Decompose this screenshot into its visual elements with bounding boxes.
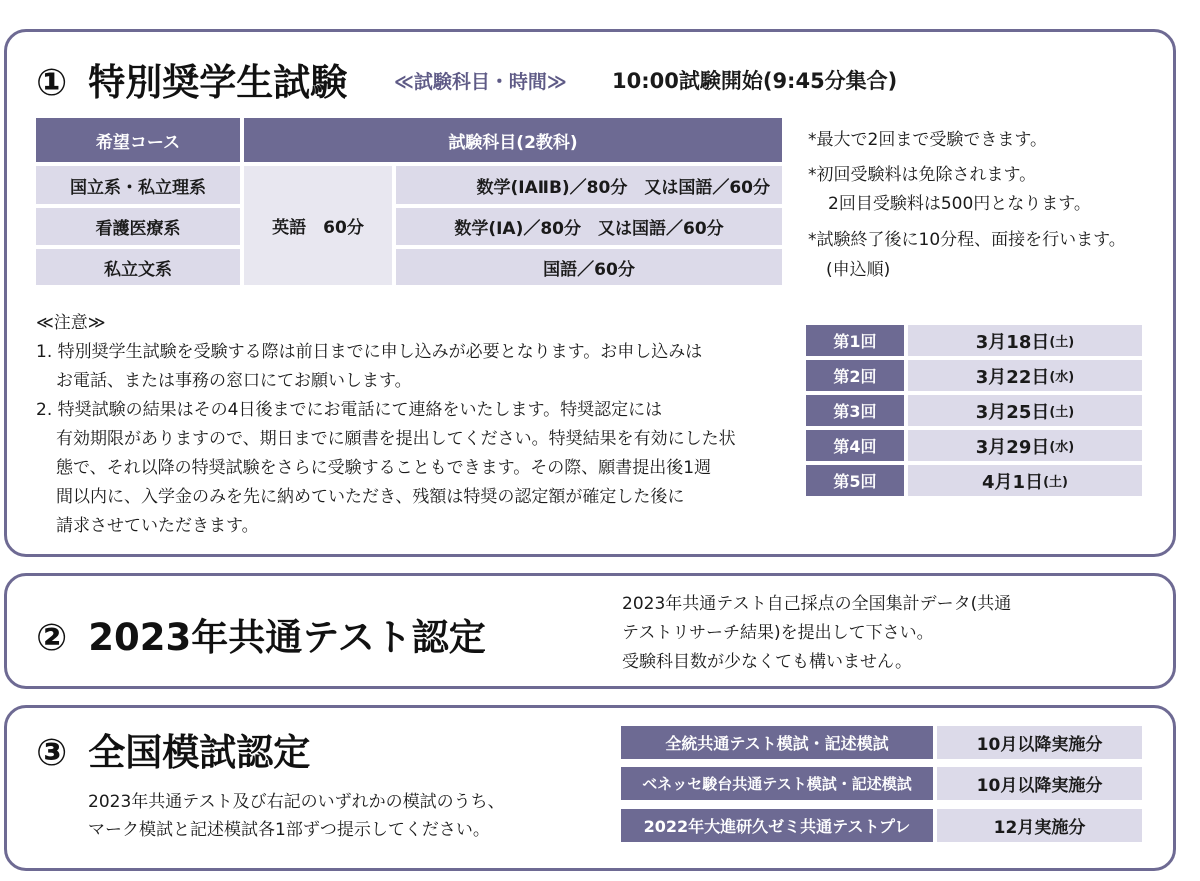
english-cell: 英語 60分 [244, 166, 392, 285]
caution-line: 請求させていただきます。 [56, 516, 259, 536]
section3-title-text: 全国模試認定 [88, 731, 311, 774]
table-header-course: 希望コース [36, 118, 240, 162]
mock-exam-name: 2022年大進研久ゼミ共通テストプレ [621, 809, 933, 842]
subject-cell: 数学(IAⅡB)／80分 又は国語／60分 [396, 166, 782, 204]
schedule-round: 第2回 [806, 360, 904, 391]
section2-line: 受験科目数が少なくても構いません。 [622, 652, 913, 672]
section1-title [36, 52, 347, 106]
mock-exam-name: ベネッセ駿台共通テスト模試・記述模試 [621, 767, 933, 800]
caution-line: 有効期限がありますので、期日までに願書を提出してください。特奨結果を有効にした状 [56, 429, 736, 449]
schedule-day: (水) [1049, 440, 1075, 455]
subject-cell: 数学(IA)／80分 又は国語／60分 [396, 208, 782, 245]
caution-line: 1. 特別奨学生試験を受験する際は前日までに申し込みが必要となります。お申し込みは [36, 342, 703, 362]
schedule-round: 第5回 [806, 465, 904, 496]
schedule-date [908, 465, 1142, 496]
section1-subject-time-label: ≪試験科目・時間≫ [394, 71, 567, 93]
section1-start-time: 10:00試験開始(9:45分集合) [612, 69, 898, 93]
course-cell: 国立系・私立理系 [36, 166, 240, 204]
schedule-day: (土) [1049, 335, 1075, 350]
section2-title-text: 2023年共通テスト認定 [88, 616, 486, 659]
caution-line: 態で、それ以降の特奨試験をさらに受験することもできます。その際、願書提出後1週 [56, 458, 712, 478]
section2-number: ② [36, 616, 68, 659]
mock-exam-when: 10月以降実施分 [937, 726, 1142, 759]
section3-line: マーク模試と記述模試各1部ずつ提示してください。 [88, 820, 490, 840]
section2-title [36, 607, 486, 661]
section3-line: 2023年共通テスト及び右記のいずれかの模試のうち、 [88, 792, 505, 812]
schedule-date [908, 395, 1142, 426]
mock-exam-when: 10月以降実施分 [937, 767, 1142, 800]
caution-title: ≪注意≫ [36, 313, 106, 333]
schedule-round: 第3回 [806, 395, 904, 426]
subject-cell: 国語／60分 [396, 249, 782, 285]
side-note: *最大で2回まで受験できます。 [808, 130, 1047, 150]
section2-line: 2023年共通テスト自己採点の全国集計データ(共通 [622, 594, 1012, 614]
schedule-day: (土) [1043, 475, 1068, 490]
schedule-round: 第1回 [806, 325, 904, 356]
schedule-date [908, 360, 1142, 391]
schedule-day: (土) [1049, 405, 1075, 420]
mock-exam-name: 全統共通テスト模試・記述模試 [621, 726, 933, 759]
schedule-date-text: 3月22日 [975, 366, 1050, 388]
caution-line: 間以内に、入学金のみを先に納めていただき、残額は特奨の認定額が確定した後に [56, 487, 685, 507]
schedule-date-text: 4月1日 [982, 471, 1044, 493]
schedule-date [908, 325, 1142, 356]
side-note: 2回目受験料は500円となります。 [828, 194, 1091, 214]
schedule-day: (水) [1049, 370, 1075, 385]
section2-line: テストリサーチ結果)を提出して下さい。 [622, 623, 934, 643]
side-note: *試験終了後に10分程、面接を行います。 [808, 230, 1126, 250]
caution-line: 2. 特奨試験の結果はその4日後までにお電話にて連絡をいたします。特奨認定には [36, 400, 663, 420]
schedule-date-text: 3月18日 [975, 331, 1050, 353]
schedule-round: 第4回 [806, 430, 904, 461]
section3-number: ③ [36, 731, 68, 774]
caution-line: お電話、または事務の窓口にてお願いします。 [56, 371, 412, 391]
schedule-date-text: 3月25日 [975, 401, 1050, 423]
side-note: (申込順) [826, 260, 891, 280]
section3-title [36, 722, 310, 776]
course-cell: 看護医療系 [36, 208, 240, 245]
schedule-date [908, 430, 1142, 461]
section1-title-text: 特別奨学生試験 [88, 61, 348, 104]
schedule-date-text: 3月29日 [975, 436, 1050, 458]
table-header-subjects: 試験科目(2教科) [244, 118, 782, 162]
side-note: *初回受験料は免除されます。 [808, 165, 1037, 185]
course-cell: 私立文系 [36, 249, 240, 285]
section1-number: ① [36, 61, 68, 104]
mock-exam-when: 12月実施分 [937, 809, 1142, 842]
